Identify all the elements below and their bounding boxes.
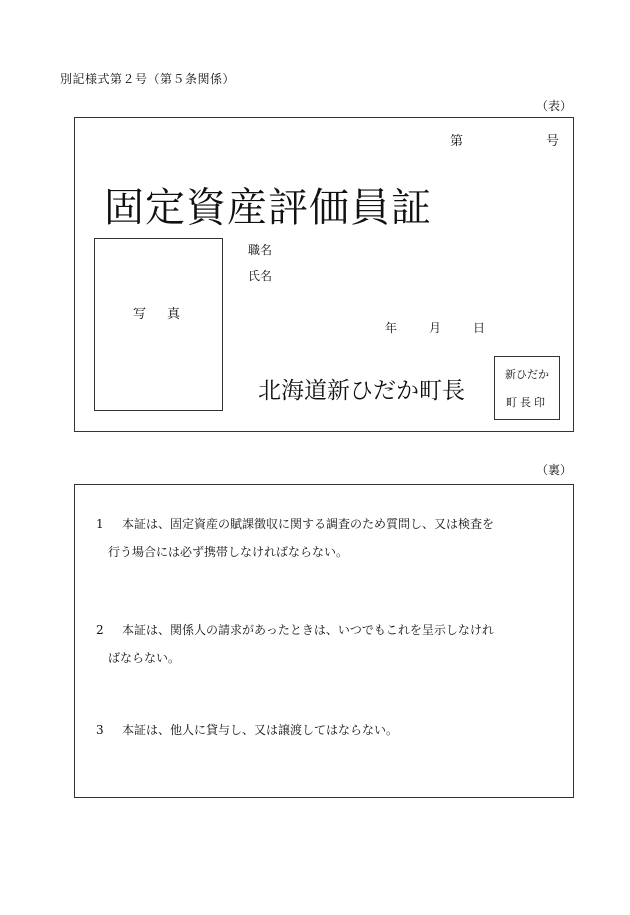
official-seal-box [494, 356, 560, 420]
issue-date [385, 319, 485, 336]
date-day-label: 日 [472, 321, 485, 335]
clause-2-line-1: 本証は、関係人の請求があったときは、いつでもこれを呈示しなけれ [122, 623, 494, 637]
name-label: 氏名 [248, 269, 273, 283]
clause-1-line-2: 行う場合には必ず携帯しなければならない。 [108, 545, 349, 559]
clause-1 [96, 510, 561, 566]
clause-3-line-1: 本証は、他人に貸与し、又は譲渡してはならない。 [122, 723, 399, 737]
certificate-number-suffix: 号 [546, 134, 560, 149]
clause-2-line-2: ばならない。 [108, 651, 181, 665]
front-side-label: （表） [536, 99, 573, 113]
back-side-label: （裏） [536, 463, 573, 477]
issuer-name: 北海道新ひだか町長 [258, 378, 465, 404]
clause-1-line-1: 本証は、固定資産の賦課徴収に関する調査のため質問し、又は検査を [122, 517, 495, 531]
photo-box [94, 238, 223, 411]
seal-line-2: 町長印 [506, 396, 548, 409]
certificate-number-prefix: 第 [450, 134, 464, 149]
certificate-title: 固定資産評価員証 [104, 185, 432, 231]
form-reference: 別記様式第２号（第５条関係） [60, 72, 236, 86]
date-month-label: 月 [428, 321, 441, 335]
job-title-label: 職名 [248, 243, 273, 257]
clause-1-number: 1 [96, 517, 104, 531]
clause-2-number: 2 [96, 623, 104, 637]
photo-label: 写 真 [132, 307, 184, 322]
clause-3-number: 3 [96, 723, 104, 737]
clause-3 [96, 716, 561, 744]
clause-2 [96, 616, 561, 672]
date-year-label: 年 [385, 321, 398, 335]
seal-line-1: 新ひだか [505, 368, 549, 381]
